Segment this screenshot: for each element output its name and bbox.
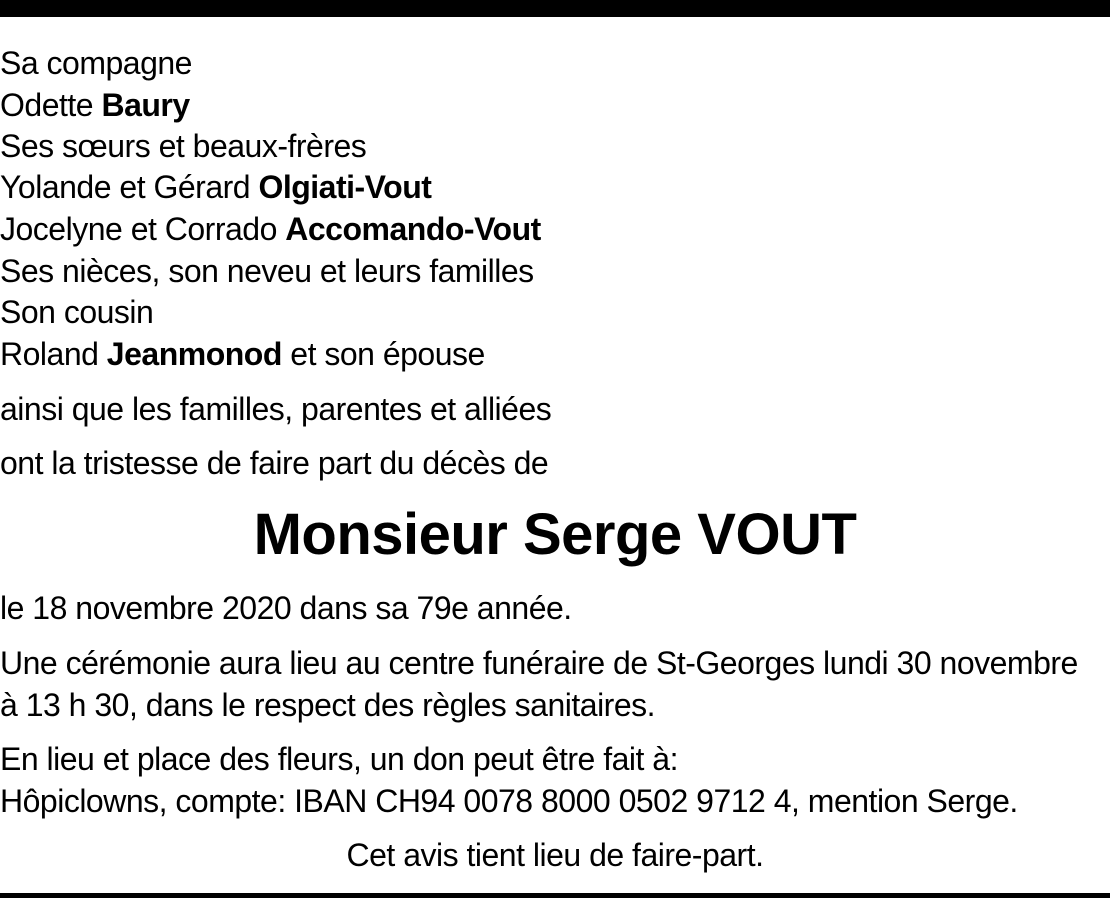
family-line-nieces: Ses nièces, son neveu et leurs familles: [0, 253, 534, 289]
announcement-line: ont la tristesse de faire part du décès de: [0, 445, 549, 481]
bottom-border-rule: [0, 893, 1110, 898]
family-line-cousin: Roland Jeanmonod et son épouse: [0, 336, 485, 372]
family-line-sister-1: Yolande et Gérard Olgiati-Vout: [0, 169, 432, 205]
family-surname: Jeanmonod: [106, 336, 282, 372]
family-line-sister-2: Jocelyne et Corrado Accomando-Vout: [0, 211, 541, 247]
family-surname: Baury: [101, 87, 190, 123]
donation-line-2: Hôpiclowns, compte: IBAN CH94 0078 8000 0502 9712 4, mention Serge.: [0, 783, 1018, 819]
closing-line: Cet avis tient lieu de faire-part.: [346, 837, 764, 873]
top-border-rule: [0, 0, 1110, 17]
family-surname: Olgiati-Vout: [258, 169, 432, 205]
family-line-cousin-label: Son cousin: [0, 294, 154, 330]
ceremony-line-1: Une cérémonie aura lieu au centre funéraire de St-Georges lundi 30 novembre: [0, 645, 1078, 681]
family-surname: Accomando-Vout: [285, 211, 541, 247]
families-line: ainsi que les familles, parentes et alliées: [0, 391, 552, 427]
deceased-name: Monsieur Serge VOUT: [253, 502, 857, 567]
ceremony-line-2: à 13 h 30, dans le respect des règles sanitaires.: [0, 687, 656, 723]
donation-line-1: En lieu et place des fleurs, un don peut être fait à:: [0, 741, 678, 777]
family-line-companion: Odette Baury: [0, 87, 190, 123]
death-date-line: le 18 novembre 2020 dans sa 79e année.: [0, 590, 572, 626]
family-line-companion-label: Sa compagne: [0, 45, 192, 81]
family-line-sisters-label: Ses sœurs et beaux-frères: [0, 128, 367, 164]
